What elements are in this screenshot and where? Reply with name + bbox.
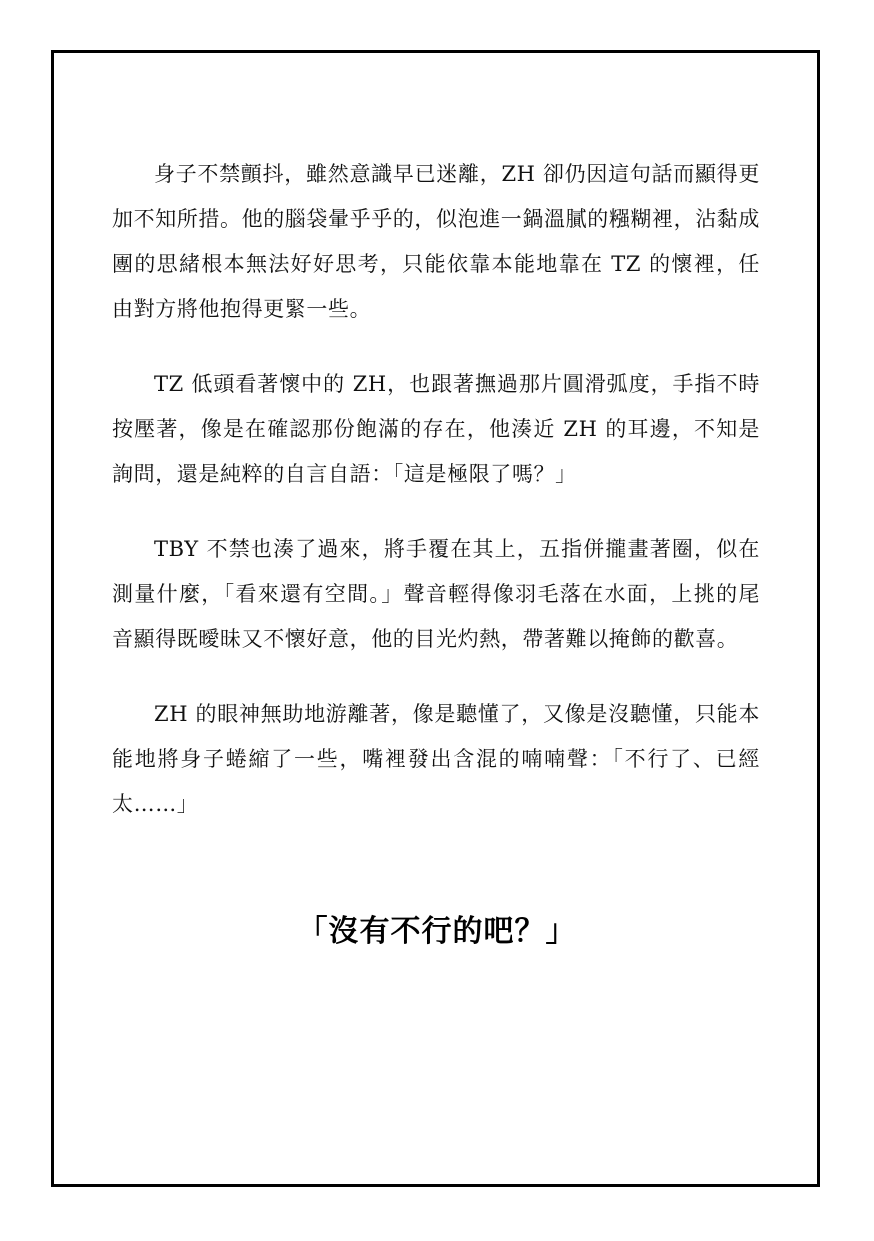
paragraph-3: TBY 不禁也湊了過來，將手覆在其上，五指併攏畫著圈，似在測量什麼，「看來還有空間。」聲音輕得像羽毛落在水面，上挑的尾音顯得既曖昧又不懷好意，他的目光灼熱，帶著難以掩飾的歡喜。 bbox=[112, 537, 760, 651]
paragraph-2: TZ 低頭看著懷中的 ZH，也跟著撫過那片圓滑弧度，手指不時按壓著，像是在確認那份飽滿的存在，他湊近 ZH 的耳邊，不知是詢問，還是純粹的自言自語：「這是極限了嗎？」 bbox=[112, 372, 760, 486]
paragraph-1: 身子不禁顫抖，雖然意識早已迷離，ZH 卻仍因這句話而顯得更加不知所措。他的腦袋暈乎乎的，似泡進一鍋溫膩的糨糊裡，沾黏成團的思緒根本無法好好思考，只能依靠本能地靠在 TZ 的懷裡，任由對方將他抱得更緊一些。 bbox=[112, 162, 760, 321]
paragraph-4: ZH 的眼神無助地游離著，像是聽懂了，又像是沒聽懂，只能本能地將身子蜷縮了一些，嘴裡發出含混的喃喃聲：「不行了、已經太……」 bbox=[112, 702, 760, 816]
emphasis-line: 「沒有不行的吧？」 bbox=[297, 914, 577, 949]
text-body bbox=[112, 152, 760, 857]
